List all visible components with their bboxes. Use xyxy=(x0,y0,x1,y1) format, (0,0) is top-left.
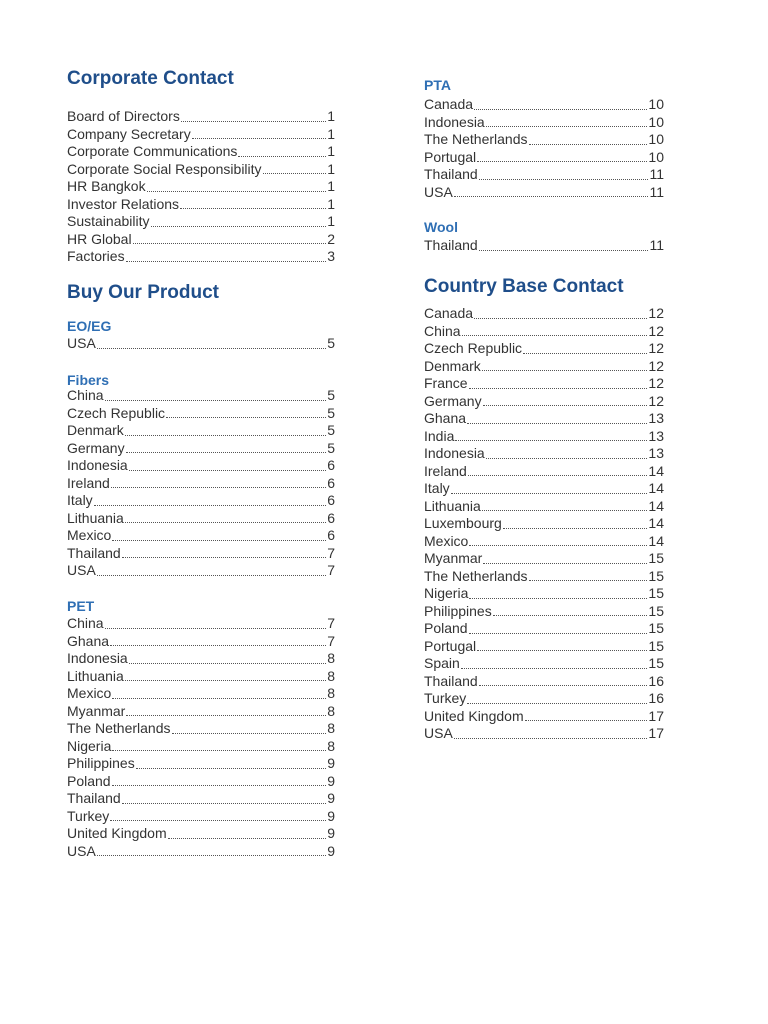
toc-entry-page: 12 xyxy=(648,340,664,356)
toc-entry-page: 12 xyxy=(648,392,664,409)
toc-entry[interactable] xyxy=(67,720,335,738)
toc-entry[interactable] xyxy=(67,457,335,475)
toc-entry-page: 15 xyxy=(648,620,664,636)
toc-entry[interactable] xyxy=(424,725,664,743)
toc-entry[interactable] xyxy=(424,323,664,341)
toc-entry-page: 1 xyxy=(327,108,335,124)
toc-entry[interactable] xyxy=(424,428,664,446)
toc-entry-name: The Netherlands xyxy=(67,720,171,736)
toc-entry-page: 9 xyxy=(327,772,335,789)
toc-entry[interactable] xyxy=(424,673,664,691)
dot-leader xyxy=(451,493,648,494)
toc-entry[interactable] xyxy=(67,492,335,510)
toc-entry-name: USA xyxy=(67,562,96,578)
toc-entry-name: The Netherlands xyxy=(424,567,528,584)
toc-entry-page: 14 xyxy=(648,480,664,496)
toc-entry[interactable] xyxy=(424,237,664,255)
toc-entry-page: 7 xyxy=(327,562,335,578)
toc-entry-name: Indonesia xyxy=(424,113,485,130)
toc-entry-page: 17 xyxy=(648,707,664,724)
toc-entry-page: 8 xyxy=(327,737,335,754)
buy-our-product-heading: Buy Our Product xyxy=(67,282,220,303)
toc-entry-name: China xyxy=(424,322,461,339)
toc-entry-page: 8 xyxy=(327,667,335,684)
dot-leader xyxy=(112,698,326,699)
toc-entry[interactable] xyxy=(424,603,664,621)
dot-leader xyxy=(97,348,326,349)
dot-leader xyxy=(125,680,326,681)
toc-entry-page: 5 xyxy=(327,387,335,403)
toc-entry-page: 11 xyxy=(649,237,664,253)
toc-entry-name: Germany xyxy=(67,439,125,456)
toc-entry-page: 15 xyxy=(648,567,664,584)
toc-entry[interactable] xyxy=(424,480,664,498)
toc-entry[interactable] xyxy=(67,562,335,580)
toc-entry-page: 10 xyxy=(648,131,664,147)
toc-entry-page: 9 xyxy=(327,807,335,824)
toc-entry-name: Sustainability xyxy=(67,213,150,229)
toc-entry-page: 15 xyxy=(648,637,664,654)
toc-entry-page: 3 xyxy=(327,248,335,264)
toc-entry-name: Poland xyxy=(424,620,468,636)
pta-heading: PTA xyxy=(424,77,451,93)
toc-entry-name: Factories xyxy=(67,248,125,264)
toc-entry[interactable] xyxy=(67,615,335,633)
toc-entry-page: 6 xyxy=(327,474,335,491)
dot-leader xyxy=(479,250,649,251)
toc-entry-name: Myanmar xyxy=(67,702,126,719)
toc-entry[interactable] xyxy=(67,825,335,843)
dot-leader xyxy=(525,720,648,721)
toc-entry-name: Italy xyxy=(424,480,450,496)
dot-leader xyxy=(483,563,647,564)
toc-entry[interactable] xyxy=(67,335,335,353)
toc-entry-name: USA xyxy=(424,183,453,200)
dot-leader xyxy=(467,703,647,704)
toc-entry-page: 12 xyxy=(648,357,664,374)
dot-leader xyxy=(105,628,327,629)
dot-leader xyxy=(97,575,326,576)
toc-entry[interactable] xyxy=(424,550,664,568)
pet-list xyxy=(67,615,335,860)
toc-entry-name: Mexico xyxy=(67,527,112,543)
toc-entry-page: 12 xyxy=(648,375,664,391)
toc-entry-name: The Netherlands xyxy=(424,131,528,147)
toc-entry[interactable] xyxy=(67,510,335,528)
toc-entry[interactable] xyxy=(67,440,335,458)
toc-entry-name: Germany xyxy=(424,392,482,409)
toc-entry[interactable] xyxy=(424,393,664,411)
dot-leader xyxy=(482,510,648,511)
fibers-heading: Fibers xyxy=(67,372,110,388)
dot-leader xyxy=(469,598,647,599)
toc-entry-page: 15 xyxy=(648,585,664,601)
toc-entry[interactable] xyxy=(424,166,664,184)
dot-leader xyxy=(468,475,648,476)
toc-entry-page: 12 xyxy=(648,322,664,339)
toc-entry-page: 12 xyxy=(648,305,664,321)
dot-leader xyxy=(192,138,326,139)
dot-leader xyxy=(454,196,649,197)
dot-leader xyxy=(112,540,326,541)
toc-entry-page: 1 xyxy=(327,125,335,142)
dot-leader xyxy=(469,388,648,389)
toc-entry-name: Portugal xyxy=(424,637,477,654)
toc-entry-page: 1 xyxy=(327,160,335,177)
dot-leader xyxy=(105,400,327,401)
toc-entry-name: Poland xyxy=(67,772,111,789)
toc-entry[interactable] xyxy=(67,633,335,651)
dot-leader xyxy=(147,191,327,192)
toc-entry-name: USA xyxy=(67,842,96,859)
toc-entry-page: 10 xyxy=(648,113,664,130)
dot-leader xyxy=(125,522,326,523)
toc-entry-name: Turkey xyxy=(424,690,467,706)
toc-entry[interactable] xyxy=(67,161,335,179)
toc-entry-name: Thailand xyxy=(67,544,121,561)
country-base-contact-list xyxy=(424,305,664,743)
dot-leader xyxy=(168,838,327,839)
toc-entry-page: 6 xyxy=(327,527,335,543)
dot-leader xyxy=(94,505,327,506)
toc-entry-name: Luxembourg xyxy=(424,515,502,531)
toc-entry-name: Thailand xyxy=(424,672,478,689)
toc-entry-name: Turkey xyxy=(67,807,110,824)
toc-entry[interactable] xyxy=(424,585,664,603)
toc-entry-page: 14 xyxy=(648,497,664,514)
wool-heading: Wool xyxy=(424,219,458,235)
toc-entry[interactable] xyxy=(67,685,335,703)
toc-entry[interactable] xyxy=(424,708,664,726)
dot-leader xyxy=(110,645,326,646)
dot-leader xyxy=(181,121,326,122)
dot-leader xyxy=(97,855,326,856)
dot-leader xyxy=(469,545,647,546)
dot-leader xyxy=(529,580,648,581)
toc-entry-page: 13 xyxy=(648,445,664,461)
toc-entry-name: Ghana xyxy=(424,410,467,426)
toc-entry-name: Thailand xyxy=(424,166,478,182)
fibers-list xyxy=(67,387,335,580)
toc-entry-page: 1 xyxy=(327,143,335,159)
toc-entry-name: HR Global xyxy=(67,230,132,247)
toc-entry[interactable] xyxy=(67,405,335,423)
dot-leader xyxy=(493,615,648,616)
toc-entry-name: United Kingdom xyxy=(67,825,167,841)
toc-entry-name: Board of Directors xyxy=(67,108,180,124)
dot-leader xyxy=(110,820,326,821)
country-base-contact-heading: Country Base Contact xyxy=(424,276,624,297)
dot-leader xyxy=(112,785,327,786)
toc-entry[interactable] xyxy=(424,568,664,586)
toc-entry-page: 13 xyxy=(648,410,664,426)
toc-entry-page: 15 xyxy=(648,655,664,671)
toc-entry-name: Ghana xyxy=(67,632,110,649)
dot-leader xyxy=(133,243,327,244)
dot-leader xyxy=(111,487,326,488)
toc-entry-name: Thailand xyxy=(424,237,478,253)
dot-leader xyxy=(136,768,326,769)
toc-entry[interactable] xyxy=(67,475,335,493)
toc-entry[interactable] xyxy=(424,463,664,481)
toc-entry-page: 2 xyxy=(327,230,335,247)
toc-entry-page: 8 xyxy=(327,702,335,719)
toc-entry[interactable] xyxy=(424,515,664,533)
toc-entry-name: Canada xyxy=(424,96,474,112)
toc-entry-page: 9 xyxy=(327,755,335,771)
toc-entry-name: Philippines xyxy=(424,602,492,619)
dot-leader xyxy=(122,557,327,558)
toc-entry-page: 17 xyxy=(648,725,664,741)
dot-leader xyxy=(126,715,326,716)
dot-leader xyxy=(129,470,326,471)
toc-entry-name: Czech Republic xyxy=(67,404,166,421)
dot-leader xyxy=(172,733,327,734)
dot-leader xyxy=(474,109,647,110)
toc-entry[interactable] xyxy=(424,533,664,551)
dot-leader xyxy=(166,417,326,418)
toc-entry[interactable] xyxy=(67,755,335,773)
toc-entry-page: 11 xyxy=(649,166,664,182)
toc-entry[interactable] xyxy=(67,843,335,861)
toc-entry-page: 10 xyxy=(648,148,664,165)
toc-entry[interactable] xyxy=(67,196,335,214)
toc-entry-name: China xyxy=(67,615,104,631)
dot-leader xyxy=(479,685,648,686)
toc-entry[interactable] xyxy=(67,387,335,405)
dot-leader xyxy=(461,668,648,669)
dot-leader xyxy=(477,161,647,162)
toc-entry-name: Mexico xyxy=(424,532,469,549)
toc-entry[interactable] xyxy=(67,143,335,161)
toc-entry-name: China xyxy=(67,387,104,403)
toc-entry-page: 14 xyxy=(648,515,664,531)
toc-entry-page: 14 xyxy=(648,532,664,549)
toc-entry[interactable] xyxy=(424,620,664,638)
toc-entry-page: 6 xyxy=(327,457,335,473)
toc-entry-name: USA xyxy=(67,335,96,351)
toc-entry-name: Denmark xyxy=(424,357,481,374)
toc-entry-name: Canada xyxy=(424,305,474,321)
toc-entry-name: Spain xyxy=(424,655,460,671)
toc-entry-name: Italy xyxy=(67,492,93,508)
toc-entry[interactable] xyxy=(67,213,335,231)
toc-entry[interactable] xyxy=(67,527,335,545)
dot-leader xyxy=(479,179,649,180)
toc-entry-page: 7 xyxy=(327,544,335,561)
dot-leader xyxy=(238,156,326,157)
toc-entry[interactable] xyxy=(424,131,664,149)
toc-entry-page: 5 xyxy=(327,439,335,456)
toc-entry-page: 9 xyxy=(327,790,335,806)
toc-entry-page: 1 xyxy=(327,195,335,212)
toc-entry[interactable] xyxy=(424,498,664,516)
toc-entry-name: HR Bangkok xyxy=(67,178,146,194)
toc-entry[interactable] xyxy=(424,340,664,358)
toc-entry-page: 8 xyxy=(327,720,335,736)
toc-entry-name: Lithuania xyxy=(67,509,124,526)
toc-entry[interactable] xyxy=(67,668,335,686)
toc-entry-page: 15 xyxy=(648,550,664,566)
toc-entry-name: India xyxy=(424,427,455,444)
dot-leader xyxy=(482,370,648,371)
toc-entry-name: Philippines xyxy=(67,755,135,771)
toc-entry-page: 5 xyxy=(327,335,335,351)
toc-entry-name: United Kingdom xyxy=(424,707,524,724)
toc-entry[interactable] xyxy=(67,650,335,668)
toc-entry-page: 10 xyxy=(648,96,664,112)
dot-leader xyxy=(263,173,327,174)
dot-leader xyxy=(454,738,648,739)
pta-list xyxy=(424,96,664,201)
toc-entry-page: 1 xyxy=(327,178,335,194)
toc-entry-name: Ireland xyxy=(67,474,110,491)
toc-entry-page: 8 xyxy=(327,650,335,666)
toc-entry-name: Company Secretary xyxy=(67,125,191,142)
toc-entry-name: Indonesia xyxy=(424,445,485,461)
toc-entry-name: Lithuania xyxy=(67,667,124,684)
dot-leader xyxy=(122,803,327,804)
toc-entry-page: 9 xyxy=(327,842,335,859)
toc-entry-name: Myanmar xyxy=(424,550,483,566)
toc-entry-page: 7 xyxy=(327,615,335,631)
toc-entry-name: Indonesia xyxy=(67,650,128,666)
toc-entry-name: Investor Relations xyxy=(67,195,180,212)
toc-entry-name: Denmark xyxy=(67,422,124,438)
toc-entry-page: 6 xyxy=(327,492,335,508)
toc-entry-name: Corporate Communications xyxy=(67,143,238,159)
wool-list xyxy=(424,237,664,255)
dot-leader xyxy=(486,126,648,127)
toc-entry-name: USA xyxy=(424,725,453,741)
toc-entry-page: 14 xyxy=(648,462,664,479)
dot-leader xyxy=(151,226,327,227)
toc-entry-page: 11 xyxy=(649,183,664,200)
dot-leader xyxy=(529,144,648,145)
toc-entry-page: 15 xyxy=(648,602,664,619)
toc-entry[interactable] xyxy=(424,410,664,428)
toc-entry[interactable] xyxy=(424,184,664,202)
toc-entry-page: 13 xyxy=(648,427,664,444)
corporate-contact-list xyxy=(67,108,335,266)
toc-entry-name: Indonesia xyxy=(67,457,128,473)
toc-entry-page: 1 xyxy=(327,213,335,229)
toc-entry-name: Ireland xyxy=(424,462,467,479)
toc-entry-name: Mexico xyxy=(67,685,112,701)
toc-entry[interactable] xyxy=(67,231,335,249)
toc-entry[interactable] xyxy=(67,248,335,266)
toc-entry[interactable] xyxy=(67,108,335,126)
toc-entry[interactable] xyxy=(424,305,664,323)
dot-leader xyxy=(467,423,647,424)
dot-leader xyxy=(483,405,648,406)
toc-entry[interactable] xyxy=(67,545,335,563)
pet-heading: PET xyxy=(67,598,95,614)
toc-entry-name: Nigeria xyxy=(67,737,112,754)
dot-leader xyxy=(455,440,647,441)
toc-entry[interactable] xyxy=(424,96,664,114)
toc-entry[interactable] xyxy=(67,808,335,826)
toc-entry-name: Czech Republic xyxy=(424,340,523,356)
toc-entry[interactable] xyxy=(67,178,335,196)
toc-entry-page: 16 xyxy=(648,672,664,689)
toc-entry[interactable] xyxy=(67,738,335,756)
toc-entry[interactable] xyxy=(67,126,335,144)
eo-eg-list xyxy=(67,335,335,353)
dot-leader xyxy=(469,633,648,634)
dot-leader xyxy=(477,650,647,651)
toc-entry-name: Lithuania xyxy=(424,497,481,514)
dot-leader xyxy=(125,435,326,436)
toc-entry[interactable] xyxy=(424,655,664,673)
dot-leader xyxy=(129,663,326,664)
toc-entry[interactable] xyxy=(67,422,335,440)
toc-entry-page: 9 xyxy=(327,825,335,841)
dot-leader xyxy=(503,528,648,529)
dot-leader xyxy=(486,458,648,459)
toc-entry-page: 5 xyxy=(327,422,335,438)
dot-leader xyxy=(523,353,647,354)
corporate-contact-heading: Corporate Contact xyxy=(67,68,234,89)
toc-entry-name: Nigeria xyxy=(424,585,469,601)
dot-leader xyxy=(474,318,647,319)
toc-entry-page: 8 xyxy=(327,685,335,701)
toc-entry[interactable] xyxy=(67,703,335,721)
dot-leader xyxy=(180,208,326,209)
toc-entry-page: 5 xyxy=(327,404,335,421)
toc-entry-page: 6 xyxy=(327,509,335,526)
toc-entry[interactable] xyxy=(424,149,664,167)
toc-entry[interactable] xyxy=(424,114,664,132)
toc-entry[interactable] xyxy=(424,638,664,656)
dot-leader xyxy=(462,335,648,336)
toc-entry-name: France xyxy=(424,375,468,391)
toc-entry[interactable] xyxy=(424,358,664,376)
toc-entry-name: Corporate Social Responsibility xyxy=(67,160,262,177)
toc-entry[interactable] xyxy=(424,375,664,393)
toc-entry-page: 16 xyxy=(648,690,664,706)
toc-entry-name: Thailand xyxy=(67,790,121,806)
dot-leader xyxy=(126,261,327,262)
toc-entry[interactable] xyxy=(67,773,335,791)
toc-entry-name: Portugal xyxy=(424,148,477,165)
dot-leader xyxy=(126,452,327,453)
eo-eg-heading: EO/EG xyxy=(67,318,112,334)
toc-entry-page: 7 xyxy=(327,632,335,649)
toc-entry[interactable] xyxy=(424,445,664,463)
toc-entry[interactable] xyxy=(67,790,335,808)
toc-entry[interactable] xyxy=(424,690,664,708)
dot-leader xyxy=(112,750,326,751)
